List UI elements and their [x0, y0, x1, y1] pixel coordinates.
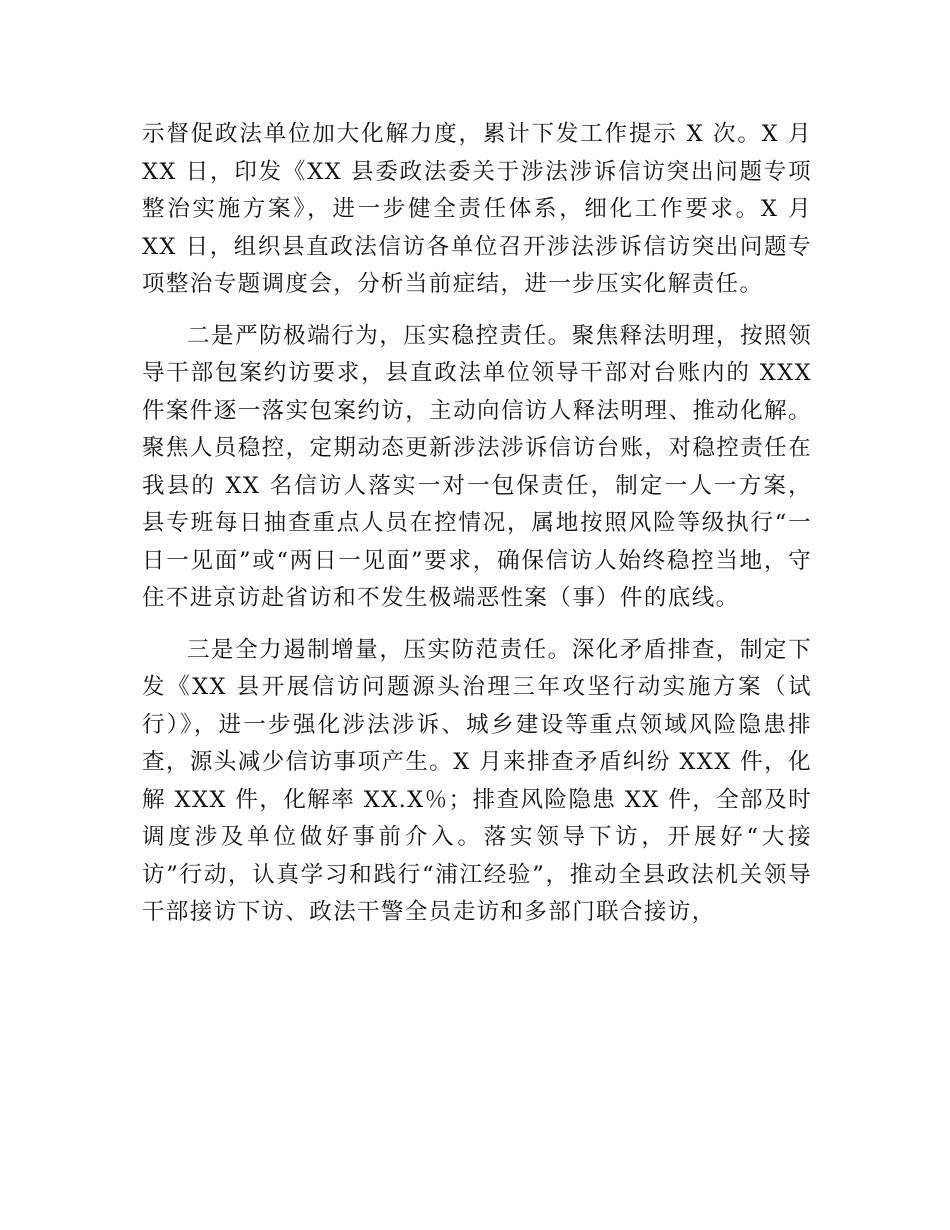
- paragraph-2: 二是严防极端行为，压实稳控责任。聚焦释法明理，按照领导干部包案约访要求，县直政法单位领导干部对台账内的 XXX 件案件逐一落实包案约访，主动向信访人释法明理、推动化解。聚焦人员稳控，定期动态更新涉法涉诉信访台账，对稳控责任在我县的 XX 名信访人落实一对一包保责任，制定一人一方案，县专班每日抽查重点人员在控情况，属地按照风险等级执行“一日一见面”或“两日一见面”要求，确保信访人始终稳控当地，守住不进京访赴省访和不发生极端恶性案（事）件的底线。: [142, 322, 812, 611]
- paragraph-3: 三是全力遏制增量，压实防范责任。深化矛盾排查，制定下发《XX 县开展信访问题源头治理三年攻坚行动实施方案（试行）》，进一步强化涉法涉诉、城乡建设等重点领域风险隐患排查，源头减少信访事项产生。X 月来排查矛盾纠纷 XXX 件，化解 XXX 件，化解率 XX.X％；排查风险隐患 XX 件，全部及时调度涉及单位做好事前介入。落实领导下访，开展好“大接访”行动，认真学习和践行“浦江经验”，推动全县政法机关领导干部接访下访、政法干警全员走访和多部门联合接访，: [142, 636, 812, 925]
- document-page: [142, 116, 812, 932]
- paragraph-1: 示督促政法单位加大化解力度，累计下发工作提示 X 次。X 月 XX 日，印发《XX 县委政法委关于涉法涉诉信访突出问题专项整治实施方案》，进一步健全责任体系，细化工作要求。X 月 XX 日，组织县直政法信访各单位召开涉法涉诉信访突出问题专项整治专题调度会，分析当前症结，进一步压实化解责任。: [142, 121, 812, 297]
